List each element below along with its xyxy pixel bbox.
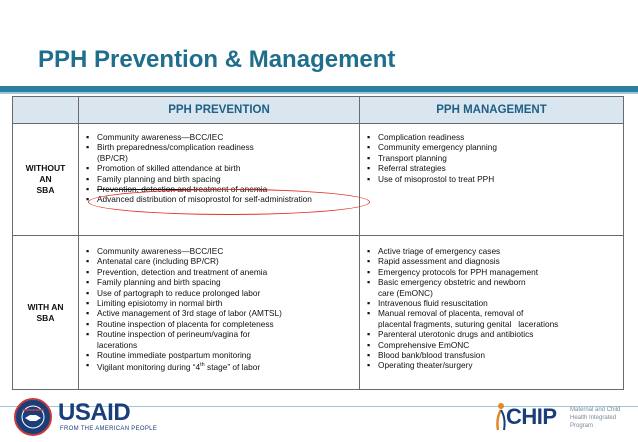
list-item: ▪ Basic emergency obstetric and newborn bbox=[366, 277, 619, 287]
prevention-without-sba bbox=[79, 124, 360, 236]
list-item: ▪ Vigilant monitoring during “4th stage” of labor bbox=[85, 360, 355, 372]
list-item: ▪ Routine inspection of perineum/vagina for bbox=[85, 329, 355, 339]
prevention-with-sba bbox=[79, 236, 360, 390]
mchip-tagline: Maternal and Child Health Integrated Program bbox=[570, 407, 621, 429]
list-item: ▪ Prevention, detection and treatment of anemia bbox=[85, 184, 355, 194]
usaid-wordmark: USAID bbox=[58, 399, 131, 426]
list-item-continuation: care (EmONC) bbox=[378, 287, 433, 298]
usaid-tagline: FROM THE AMERICAN PEOPLE bbox=[60, 426, 158, 432]
pph-table bbox=[12, 96, 624, 390]
row-label-without-sba: WITHOUT AN SBA bbox=[13, 124, 79, 236]
list-item: ▪ Use of partograph to reduce prolonged labor bbox=[85, 288, 355, 298]
list-item: ▪ Manual removal of placenta, removal of bbox=[366, 308, 619, 318]
header-management: PPH MANAGEMENT bbox=[360, 97, 624, 124]
table-row-without-sba bbox=[13, 124, 624, 236]
list-item: ▪ Routine inspection of placenta for completeness bbox=[85, 319, 355, 329]
list-item-continuation: lacerations bbox=[97, 339, 138, 350]
list-item: ▪ Active triage of emergency cases bbox=[366, 246, 619, 256]
list-item: ▪ Family planning and birth spacing bbox=[85, 277, 355, 287]
list-item-continuation: placental fragments, suturing genital lacerations bbox=[378, 318, 559, 329]
usaid-logo bbox=[14, 396, 184, 438]
title-rule-light bbox=[0, 92, 638, 94]
list-item: ▪ Birth preparedness/complication readiness bbox=[85, 142, 355, 152]
list-item: ▪ Family planning and birth spacing bbox=[85, 174, 355, 184]
list-item: ▪ Promotion of skilled attendance at birth bbox=[85, 163, 355, 173]
header-blank bbox=[13, 97, 79, 124]
list-item: ▪ Operating theater/surgery bbox=[366, 360, 619, 370]
list-item-highlighted: ▪ Advanced distribution of misoprostol for self-administration bbox=[85, 194, 355, 204]
list-item: ▪ Complication readiness bbox=[366, 132, 619, 142]
usaid-seal-icon bbox=[14, 398, 52, 436]
list-item: ▪ Antenatal care (including BP/CR) bbox=[85, 256, 355, 266]
list-item: ▪ Referral strategies bbox=[366, 163, 619, 173]
list-item-continuation: (BP/CR) bbox=[97, 152, 128, 163]
list-item: ▪ Community emergency planning bbox=[366, 142, 619, 152]
list-item: ▪ Parenteral uterotonic drugs and antibiotics bbox=[366, 329, 619, 339]
list-item: ▪ Emergency protocols for PPH management bbox=[366, 267, 619, 277]
mchip-logo bbox=[492, 398, 632, 438]
table-header-row bbox=[13, 97, 624, 124]
list-item: ▪ Blood bank/blood transfusion bbox=[366, 350, 619, 360]
list-item: ▪ Rapid assessment and diagnosis bbox=[366, 256, 619, 266]
row-label-with-sba: WITH AN SBA bbox=[13, 236, 79, 390]
table-row-with-sba bbox=[13, 236, 624, 390]
list-item: ▪ Use of misoprostol to treat PPH bbox=[366, 174, 619, 184]
list-item: ▪ Prevention, detection and treatment of anemia bbox=[85, 267, 355, 277]
management-without-sba bbox=[360, 124, 624, 236]
handshake-icon bbox=[16, 400, 50, 434]
slide-title: PPH Prevention & Management bbox=[38, 46, 396, 73]
highlight-oval bbox=[88, 189, 370, 215]
management-with-sba bbox=[360, 236, 624, 390]
list-item: ▪ Intravenous fluid resuscitation bbox=[366, 298, 619, 308]
list-item: ▪ Limiting episiotomy in normal birth bbox=[85, 298, 355, 308]
list-item: ▪ Transport planning bbox=[366, 153, 619, 163]
list-item: ▪ Active management of 3rd stage of labor (AMTSL) bbox=[85, 308, 355, 318]
list-item: ▪ Community awareness—BCC/IEC bbox=[85, 246, 355, 256]
mchip-wordmark: CHIP bbox=[506, 404, 557, 429]
list-item: ▪ Comprehensive EmONC bbox=[366, 340, 619, 350]
list-item: ▪ Community awareness—BCC/IEC bbox=[85, 132, 355, 142]
list-item: ▪ Routine immediate postpartum monitoring bbox=[85, 350, 355, 360]
header-prevention: PPH PREVENTION bbox=[79, 97, 360, 124]
